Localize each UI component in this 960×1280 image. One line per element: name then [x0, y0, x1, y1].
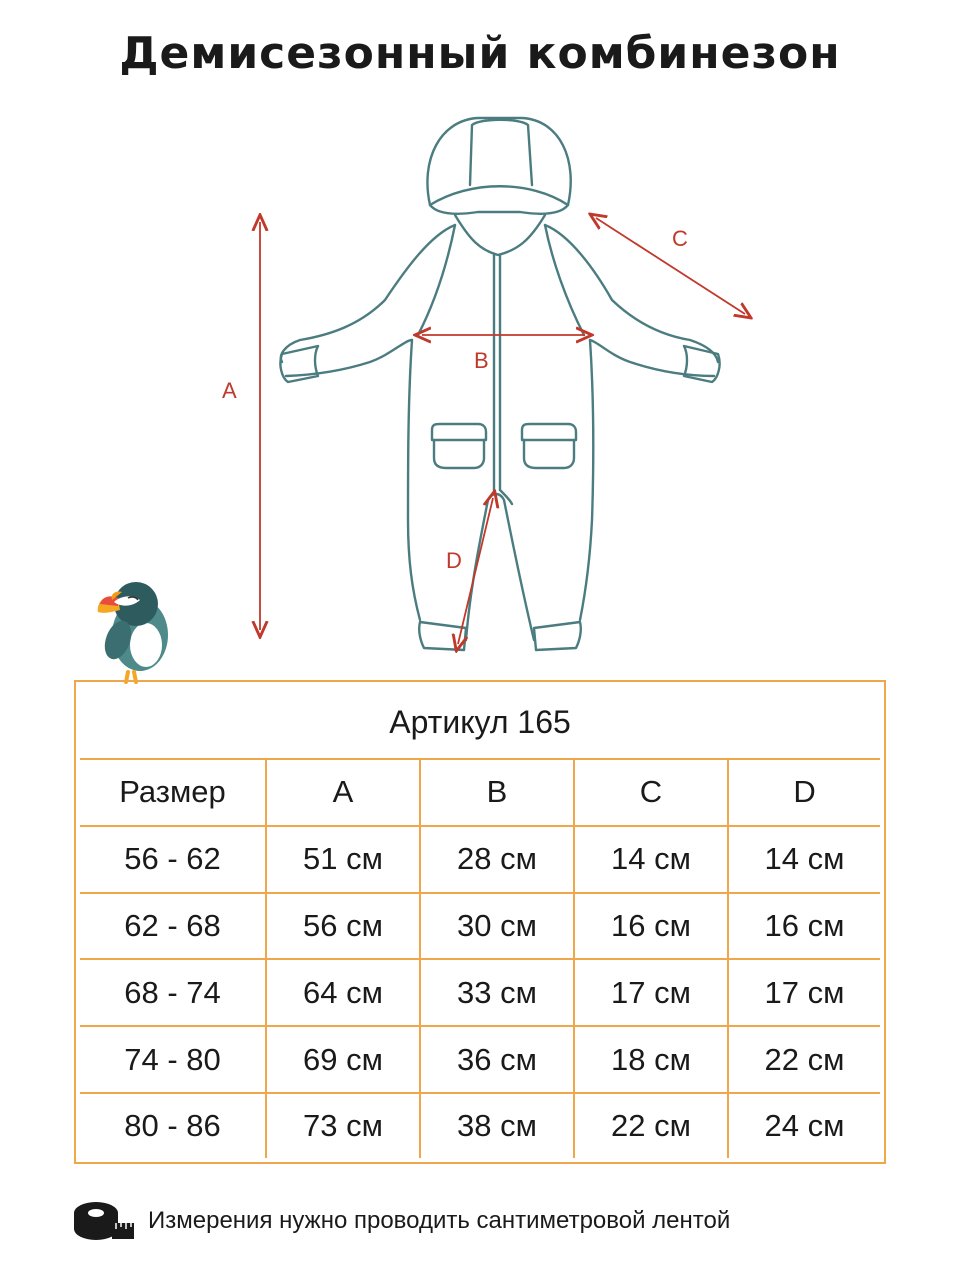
cell-c: 17 см — [574, 959, 728, 1026]
table-row — [80, 826, 880, 893]
cell-size: 62 - 68 — [80, 893, 266, 960]
header-c: C — [574, 759, 728, 826]
size-table — [80, 686, 880, 1158]
cell-a: 69 см — [266, 1026, 420, 1093]
header-a: A — [266, 759, 420, 826]
label-a: A — [222, 378, 237, 403]
arrow-c — [596, 218, 745, 314]
measuring-tape-icon — [72, 1199, 136, 1243]
cell-a: 56 см — [266, 893, 420, 960]
label-c: C — [672, 226, 688, 251]
puffin-bird-icon — [98, 582, 168, 682]
cell-b: 30 см — [420, 893, 574, 960]
cell-d: 16 см — [728, 893, 880, 960]
header-b: B — [420, 759, 574, 826]
table-row — [80, 893, 880, 960]
cell-a: 73 см — [266, 1093, 420, 1158]
cell-size: 74 - 80 — [80, 1026, 266, 1093]
cell-c: 16 см — [574, 893, 728, 960]
jumpsuit-outline — [280, 118, 719, 650]
cell-b: 36 см — [420, 1026, 574, 1093]
cell-c: 22 см — [574, 1093, 728, 1158]
table-header-row — [80, 759, 880, 826]
cell-size: 56 - 62 — [80, 826, 266, 893]
footer-note — [72, 1196, 912, 1246]
cell-d: 22 см — [728, 1026, 880, 1093]
page-title: Демисезонный комбинезон — [119, 28, 841, 79]
cell-size: 80 - 86 — [80, 1093, 266, 1158]
table-row — [80, 959, 880, 1026]
size-table-frame — [74, 680, 886, 1164]
footer-text: Измерения нужно проводить сантиметровой лентой — [148, 1207, 731, 1234]
cell-d: 14 см — [728, 826, 880, 893]
cell-d: 17 см — [728, 959, 880, 1026]
cell-b: 33 см — [420, 959, 574, 1026]
label-b: B — [474, 348, 489, 373]
measurement-arrows — [260, 218, 745, 644]
cell-b: 28 см — [420, 826, 574, 893]
cell-a: 64 см — [266, 959, 420, 1026]
header-size: Размер — [80, 759, 266, 826]
cell-size: 68 - 74 — [80, 959, 266, 1026]
label-d: D — [446, 548, 462, 573]
table-row — [80, 1026, 880, 1093]
cell-c: 18 см — [574, 1026, 728, 1093]
cell-c: 14 см — [574, 826, 728, 893]
cell-b: 38 см — [420, 1093, 574, 1158]
arrow-d — [458, 498, 493, 644]
cell-a: 51 см — [266, 826, 420, 893]
cell-d: 24 см — [728, 1093, 880, 1158]
table-row — [80, 1093, 880, 1158]
header-d: D — [728, 759, 880, 826]
table-caption: Артикул 165 — [80, 686, 880, 759]
